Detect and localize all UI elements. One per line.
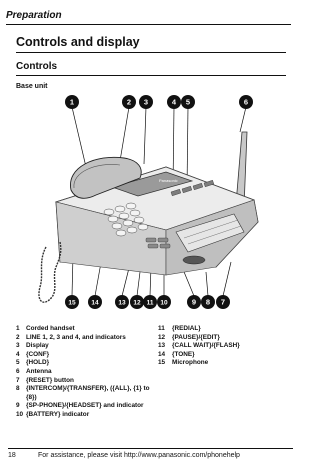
callout-2: 2 xyxy=(126,97,132,107)
legend-text: {REDIAL} xyxy=(172,325,201,332)
legend-text: Corded handset xyxy=(26,325,75,332)
legend-number: 6 xyxy=(16,367,20,375)
base-unit-illustration xyxy=(16,92,286,314)
legend-number: 11 xyxy=(158,325,165,332)
legend-number: 14 xyxy=(158,350,166,358)
legend-item xyxy=(16,325,156,334)
legend-item xyxy=(158,334,286,343)
page-header: Preparation xyxy=(6,10,291,25)
callout-6: 6 xyxy=(243,97,249,107)
legend-number: 10 xyxy=(16,410,24,418)
footer-text: For assistance, please visit http://www.panasonic.com/phonehelp xyxy=(38,452,240,459)
callout-12: 12 xyxy=(133,299,141,307)
brand-text: Panasonic xyxy=(159,178,178,183)
legend-number: 1 xyxy=(16,325,20,332)
page-number: 18 xyxy=(8,452,16,459)
legend-item xyxy=(16,359,156,368)
callout-11: 11 xyxy=(146,299,154,307)
legend-text: Microphone xyxy=(172,359,209,367)
legend-text: {BATTERY} indicator xyxy=(26,410,90,418)
callout-8: 8 xyxy=(205,297,211,307)
legend-number: 9 xyxy=(16,402,20,410)
legend-text: {RESET} button xyxy=(26,376,74,384)
callout-5: 5 xyxy=(185,97,191,107)
callout-1: 1 xyxy=(69,97,75,107)
section-heading: Controls xyxy=(16,61,286,76)
legend-right-column xyxy=(158,325,286,368)
legend-text: {CALL WAIT}/{FLASH} xyxy=(172,342,240,350)
page-footer xyxy=(8,448,293,459)
legend-text: {INTERCOM}/{TRANSFER}, ({ALL}, {1} to {8}) xyxy=(26,385,150,401)
legend-left-column xyxy=(16,325,156,420)
callout-4: 4 xyxy=(171,97,177,107)
legend-item xyxy=(16,377,156,386)
legend-text: Display xyxy=(26,342,49,350)
legend-item xyxy=(16,411,156,420)
callout-13: 13 xyxy=(118,299,126,307)
callout-14: 14 xyxy=(91,299,99,307)
legend-number: 12 xyxy=(158,333,166,341)
legend-number: 2 xyxy=(16,333,20,341)
legend-item xyxy=(16,402,156,411)
callout-3: 3 xyxy=(143,97,149,107)
legend-text: {CONF} xyxy=(26,350,50,358)
legend-number: 7 xyxy=(16,376,20,384)
legend-item xyxy=(158,359,286,368)
legend-item xyxy=(158,325,286,334)
legend-number: 15 xyxy=(158,359,166,367)
legend-item xyxy=(16,334,156,343)
legend-text: {HOLD} xyxy=(26,359,50,367)
legend-number: 8 xyxy=(16,385,20,393)
callout-9: 9 xyxy=(191,297,197,307)
legend-item xyxy=(158,351,286,360)
legend-item xyxy=(16,342,156,351)
legend-number: 5 xyxy=(16,359,20,367)
page-title: Controls and display xyxy=(16,35,286,53)
legend-item xyxy=(16,385,156,402)
callout-10: 10 xyxy=(160,299,168,307)
subsection-heading: Base unit xyxy=(16,83,48,90)
legend-number: 3 xyxy=(16,342,20,350)
legend-item xyxy=(16,351,156,360)
legend-text: LINE 1, 2, 3 and 4, and indicators xyxy=(26,333,126,341)
legend-number: 4 xyxy=(16,350,20,358)
legend-text: {SP-PHONE}/{HEADSET} and indicator xyxy=(26,402,144,410)
legend-text: Antenna xyxy=(26,367,52,375)
legend-text: {TONE} xyxy=(172,350,195,358)
callout-15: 15 xyxy=(68,299,76,307)
callout-7: 7 xyxy=(220,297,226,307)
legend-text: {PAUSE}/{EDIT} xyxy=(172,333,220,341)
legend-number: 13 xyxy=(158,342,166,350)
legend-item xyxy=(16,368,156,377)
legend-item xyxy=(158,342,286,351)
